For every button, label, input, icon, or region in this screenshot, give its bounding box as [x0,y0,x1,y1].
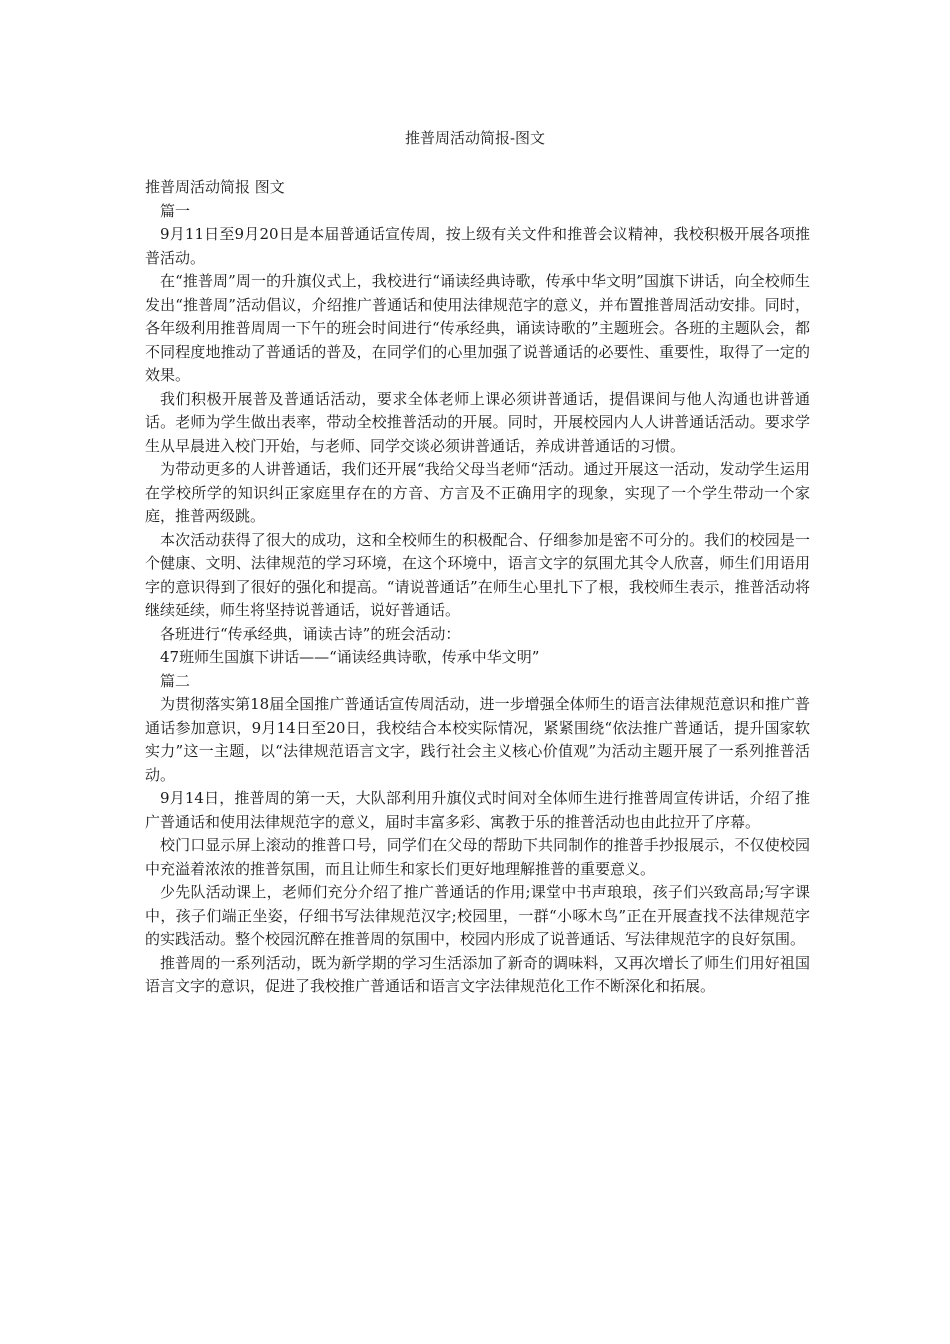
paragraph: 47班师生国旗下讲话——“诵读经典诗歌，传承中华文明” [160,648,540,666]
paragraph: 我们积极开展普及普通话活动，要求全体老师上课必须讲普通话，提倡课间与他人沟通也讲普通话。老师为学生做出表率，带动全校推普活动的开展。同时，开展校园内人人讲普通话活动。要求学生从早晨进入校门开始，与老师、同学交谈必须讲普通话，养成讲普通话的习惯。 [145,389,810,455]
section-heading-1: 篇一 [160,201,191,220]
paragraph: 9月14日，推普周的第一天，大队部利用升旗仪式时间对全体师生进行推普周宣传讲话，介绍了推广普通话和使用法律规范字的意义，届时丰富多彩、寓教于乐的推普活动也由此拉开了序幕。 [145,789,810,831]
paragraph: 各班进行“传承经典，诵读古诗”的班会活动： [160,624,461,643]
paragraph: 推普周的一系列活动，既为新学期的学习生活添加了新奇的调味料，又再次增长了师生们用好祖国语言文字的意识，促进了我校推广普通话和语言文字法律规范化工作不断深化和拓展。 [145,953,810,995]
document-subtitle: 推普周活动简报 图文 [145,178,285,196]
document-body [145,176,810,999]
paragraph: 为贯彻落实第18届全国推广普通话宣传周活动，进一步增强全体师生的语言法律规范意识和推广普通话参加意识，9月14日至20日，我校结合本校实际情况，紧紧围绕“依法推广普通话，提升国家软实力”这一主题，以“法律规范语言文字，践行社会主义核心价值观”为活动主题开展了一系列推普活动。 [145,695,810,784]
document-title: 推普周活动简报-图文 [404,129,546,147]
paragraph: 9月11日至9月20日是本届普通话宣传周，按上级有关文件和推普会议精神，我校积极开展各项推普活动。 [145,225,810,267]
paragraph: 在“推普周”周一的升旗仪式上，我校进行“诵读经典诗歌，传承中华文明”国旗下讲话，向全校师生发出“推普周”活动倡议，介绍推广普通话和使用法律规范字的意义，并布置推普周活动安排。同时，各年级利用推普周周一下午的班会时间进行“传承经典，诵读诗歌的”主题班会。各班的主题队会，都不同程度地推动了普通话的普及，在同学们的心里加强了说普通话的必要性、重要性，取得了一定的效果。 [145,272,810,384]
paragraph: 少先队活动课上，老师们充分介绍了推广普通话的作用;课堂中书声琅琅，孩子们兴致高昂;写字课中，孩子们端正坐姿，仔细书写法律规范汉字;校园里，一群“小啄木鸟”正在开展查找不法律规范字的实践活动。整个校园沉醉在推普周的氛围中，校园内形成了说普通话、写法律规范字的良好氛围。 [145,883,810,948]
paragraph: 为带动更多的人讲普通话，我们还开展“我给父母当老师“活动。通过开展这一活动，发动学生运用在学校所学的知识纠正家庭里存在的方音、方言及不正确用字的现象，实现了一个学生带动一个家庭，推普两级跳。 [145,460,810,525]
paragraph: 本次活动获得了很大的成功，这和全校师生的积极配合、仔细参加是密不可分的。我们的校园是一个健康、文明、法律规范的学习环境，在这个环境中，语言文字的氛围尤其令人欣喜，师生们用语用字的意识得到了很好的强化和提高。“请说普通话”在师生心里扎下了根，我校师生表示，推普活动将继续延续，师生将坚持说普通话，说好普通话。 [145,530,810,619]
paragraph: 校门口显示屏上滚动的推普口号，同学们在父母的帮助下共同制作的推普手抄报展示，不仅使校园中充溢着浓浓的推普氛围，而且让师生和家长们更好地理解推普的重要意义。 [145,836,810,878]
section-heading-2: 篇二 [160,671,191,690]
